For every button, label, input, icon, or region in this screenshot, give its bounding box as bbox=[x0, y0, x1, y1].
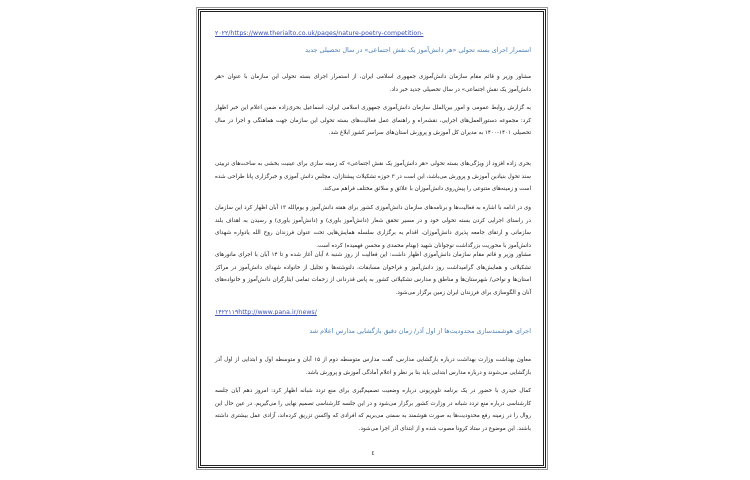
section-2-paragraph-1: معاون بهداشت وزارت بهداشت درباره بازگشایی مدارس، گفت مدارس متوسطه دوم از ۱۵ آبان و متوسطه اول و ابتدایی از اول آذر بازگشایی می‌شوند و درباره مدارس ابتدایی باید بنا بر نظر و اعلام آمادگی آموزش و پرورش باشد. bbox=[215, 357, 531, 376]
source-link-2[interactable] bbox=[215, 309, 317, 316]
section-1-paragraph-3: بحری زاده افزود از ویژگی‌های بسته تحولی «هر دانش‌آموز یک نقش اجتماعی» که زمینه سازی برای عینیت بخشی به ساحت‌های تربیتی سند تحول بنیادین آموزش و پرورش می‌باشد، این است در ۳ حوزه تشکیلات پیشتازان، مجلس دانش آموزی و خبرگزاری پانا طراحی شده است و زمینه‌های متنوعی را پیش‌روی دانش‌آموزان با علائق و سلائق مختلف فراهم می‌کند. bbox=[215, 161, 531, 193]
source-link-1-prefix: ٢٠٢٢/ bbox=[215, 30, 231, 37]
page-number: ٤ bbox=[371, 450, 375, 457]
source-link-1[interactable] bbox=[215, 30, 424, 37]
source-link-2-prefix: ۱۴۲۲۱۱۹ bbox=[215, 309, 239, 316]
source-link-1-url: https://www.therialto.co.uk/pages/nature-poetry-competition- bbox=[230, 30, 424, 37]
section-1-paragraph-1: مشاور وزیر و قائم مقام سازمان دانش‌آموزی جمهوری اسلامی ایران، از استمرار اجرای بسته تحولی این سازمان با عنوان «هر دانش‌آموز یک نقش اجتماعی» در سال تحصیلی جدید خبر داد. bbox=[215, 74, 531, 93]
section-1-paragraph-2: به گزارش روابط عمومی و امور بین‌الملل سازمان دانش‌آموزی جمهوری اسلامی ایران، اسماعیل بحری‌زاده ضمن اعلام این خبر اظهار کرد: مجموعه دستورالعمل‌های اجرایی، نقشه‌راه و راهنمای عمل فعالیت‌های بسته تحولی این سازمان جهت هماهنگی و اجرا در سال تحصیلی ۱۴۰۱-۱۴۰۰ به مدیران کل آموزش و پرورش استان‌های سراسر کشور ابلاغ شد. bbox=[215, 105, 531, 137]
document-page bbox=[198, 9, 546, 468]
section-1-heading: استمرار اجرای بسته تحولی «هر دانش‌آموز یک نقش اجتماعی» در سال تحصیلی جدید bbox=[305, 46, 531, 54]
section-1-paragraph-4: وی در ادامه با اشاره به فعالیت‌ها و برنامه‌های سازمان دانش‌آموزی کشور برای هفته دانش‌آموز و یوم‌الله ۱۳ آبان اظهار کرد این سازمان در راستای اجرایی کردن بسته تحولی خود و در مسیر تحقق شعار (دانش‌آموز باوری) و (دانش‌آموز یاوری) و رسیدن به اهداف بلند سازمانی و ارتقای جامعه پذیری دانش‌آموزان، اقدام به برگزاری سلسله همایش‌هایی تحت عنوان فرزندان روح الله یادواره شهدای دانش‌آموز با محوریت بزرگداشت نوجوانان شهید (بهنام محمدی و محسن فهمیده) کرده است. bbox=[215, 205, 531, 249]
page-content bbox=[215, 12, 531, 465]
section-2-heading: اجرای هوشمندسازی محدودیت‌ها از اول آذر/ زمان دقیق بازگشایی مدارس اعلام شد bbox=[309, 327, 531, 335]
source-link-2-url: http://www.pana.ir/news/ bbox=[238, 309, 317, 316]
section-1-paragraph-5: مشاور وزیر و قائم مقام سازمان دانش‌آموزی اظهار داشت: این فعالیت از روز شنبه ۸ آبان آغاز شده و تا ۱۴ آبان با اجرای مانورهای تشکیلاتی و همایش‌های گرامیداشت روز دانش‌آموز و فراخوان مسابقات، دلنوشته‌ها و تجلیل از خانواده شهدای دانش‌آموز در مراکز استان‌ها و نواحی/ شهرستان‌ها و مناطق و مدارس تشکیلاتی کشور به پاس قدردانی از زحمات تمامی ایثارگران دانش‌آموز و خانواده‌های آنان و الگوسازی برای فرزندان ایران زمین برگزار می‌شود. bbox=[215, 252, 531, 296]
section-2-paragraph-2: کمال حیدری با حضور در یک برنامه تلویزیونی درباره وضعیت تصمیم‌گیری برای منع تردد شبانه اظهار کرد: امروز دهم آبان جلسه کارشناسی درباره منع تردد شبانه در وزارت کشور برگزار می‌شود و در این جلسه کارشناسی تصمیم نهایی را می‌گیریم. در عین حال این روال را در زمینه رفع محدودیت‌ها به صورت هوشمند به سمتی می‌بریم که افرادی که واکسن تزریق کرده‌اند، آزادی عمل بیشتری داشته باشند. این موضوع در ستاد کرونا مصوب شده و از ابتدای آذر اجرا می‌شود. bbox=[215, 388, 531, 432]
